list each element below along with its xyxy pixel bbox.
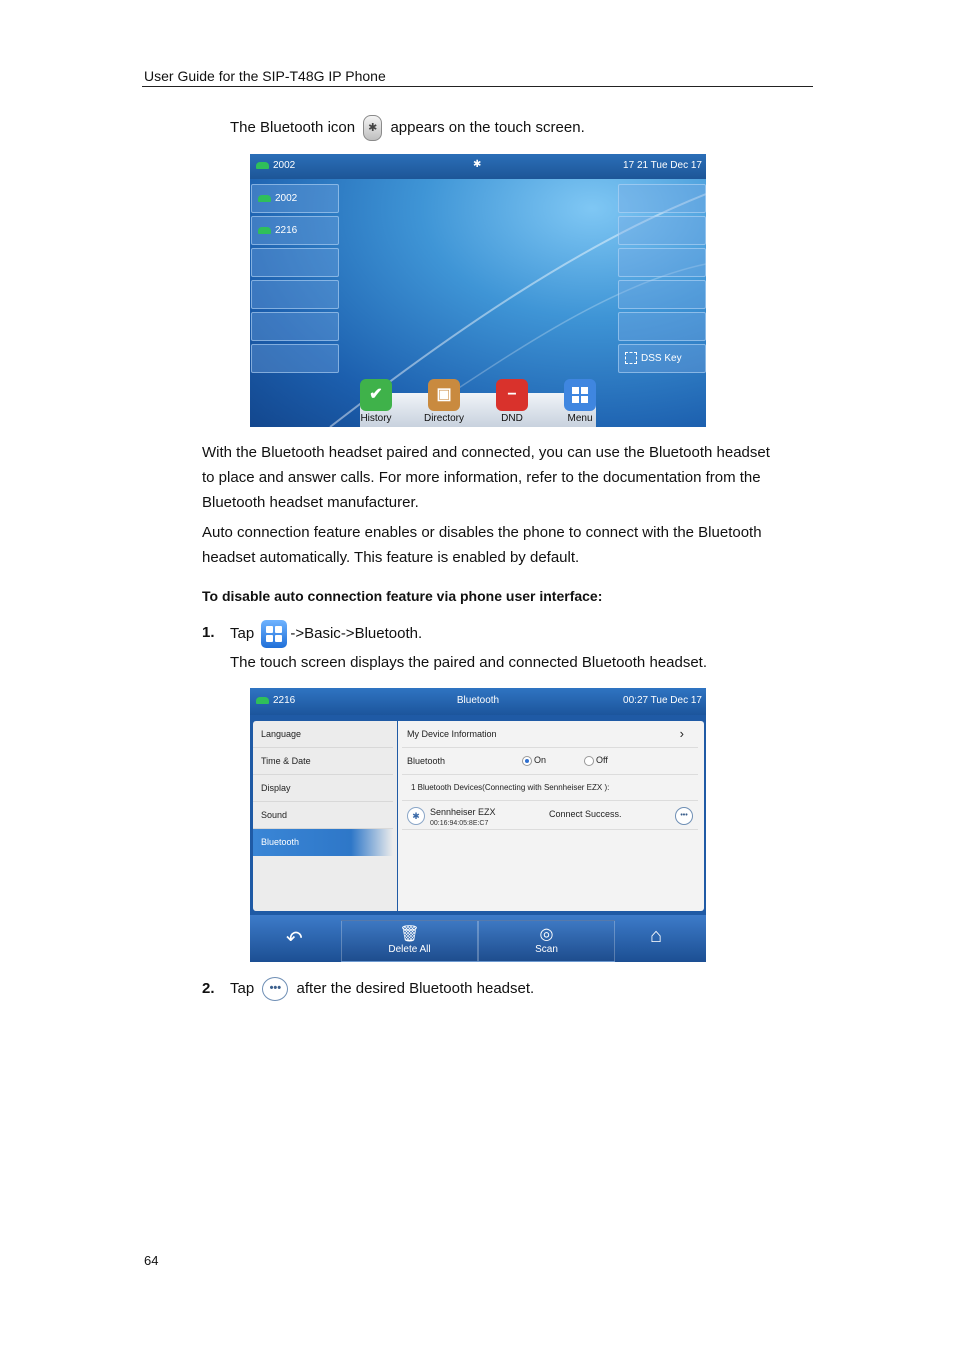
status-account: 2216 [250, 695, 295, 706]
paragraph-2-line-2: headset automatically. This feature is enabled by default. [202, 549, 580, 566]
menu-item-display[interactable]: Display [253, 775, 393, 802]
running-header: User Guide for the SIP-T48G IP Phone [144, 68, 386, 84]
dock-label-directory: Directory [423, 413, 464, 424]
menu-item-time-date[interactable]: Time & Date [253, 748, 393, 775]
dss-key-icon [625, 352, 637, 364]
line-key-4[interactable] [251, 280, 339, 309]
screen-title: Bluetooth [456, 695, 500, 706]
dss-key-4[interactable] [618, 280, 706, 309]
dss-key-5[interactable] [618, 312, 706, 341]
chevron-right-icon[interactable]: › [679, 726, 684, 741]
line-key-5[interactable] [251, 312, 339, 341]
dnd-icon[interactable]: − [496, 379, 528, 411]
bluetooth-on-radio[interactable]: On [522, 755, 546, 766]
more-options-icon[interactable]: ••• [675, 807, 693, 825]
step-2-number: 2. [202, 980, 215, 997]
radio-selected-icon [522, 756, 532, 766]
divider [402, 829, 698, 830]
devices-header: 1 Bluetooth Devices(Connecting with Sennheiser EZX ): [411, 783, 610, 792]
globe-icon: ◎ [539, 926, 554, 943]
menu-icon [261, 620, 287, 648]
intro-before: The Bluetooth icon [230, 119, 356, 136]
status-time: 17 21 Tue Dec 17 [623, 160, 702, 171]
menu-item-bluetooth[interactable]: Bluetooth [253, 829, 393, 856]
intro-line [230, 115, 585, 141]
paragraph-1-line-1: With the Bluetooth headset paired and connected, you can use the Bluetooth headset [202, 444, 770, 461]
device-mac: 00:16:94:05:8E:C7 [430, 820, 489, 827]
history-icon[interactable]: ✔ [360, 379, 392, 411]
line-key-1[interactable]: 2002 [251, 184, 339, 213]
step-2-text: Tap ••• after the desired Bluetooth headset. [230, 976, 534, 1001]
bluetooth-device-icon: ✱ [407, 807, 425, 825]
dss-key-page[interactable]: DSS Key [618, 344, 706, 373]
divider [402, 800, 698, 801]
page-number: 64 [144, 1253, 159, 1268]
paragraph-2-line-1: Auto connection feature enables or disables the phone to connect with the Bluetooth [202, 524, 762, 541]
home-icon[interactable]: ⌂ [650, 925, 663, 947]
paragraph-1-line-3: Bluetooth headset manufacturer. [202, 494, 419, 511]
procedure-title: To disable auto connection feature via phone user interface: [202, 588, 603, 604]
dock-label-dnd: DND [501, 413, 523, 424]
dss-key-3[interactable] [618, 248, 706, 277]
device-name[interactable]: Sennheiser EZX [430, 807, 496, 817]
settings-content [398, 721, 704, 911]
dock-label-menu: Menu [567, 413, 593, 424]
step-1-description: The touch screen displays the paired and connected Bluetooth headset. [230, 654, 707, 671]
intro-after: appears on the touch screen. [390, 119, 585, 136]
step-1-number: 1. [202, 624, 215, 641]
idle-screen-screenshot [250, 154, 706, 427]
device-status: Connect Success. [549, 809, 622, 819]
dock-label-history: History [360, 413, 392, 424]
divider [402, 747, 698, 748]
bluetooth-status-icon: ✱ [473, 159, 482, 170]
dss-key-1[interactable] [618, 184, 706, 213]
header-rule [142, 86, 813, 87]
line-key-2[interactable]: 2216 [251, 216, 339, 245]
phone-icon [258, 195, 271, 202]
bluetooth-settings-screenshot [250, 688, 706, 962]
bluetooth-off-radio[interactable]: Off [584, 755, 608, 766]
divider [402, 774, 698, 775]
more-options-icon: ••• [262, 977, 288, 1001]
device-info-label[interactable]: My Device Information [407, 729, 497, 739]
paragraph-1-line-2: to place and answer calls. For more information, refer to the documentation from the [202, 469, 761, 486]
radio-empty-icon [584, 756, 594, 766]
menu-item-language[interactable]: Language [253, 721, 393, 748]
paragraph-1 [202, 440, 770, 515]
trash-icon: 🗑 [399, 926, 420, 943]
phone-icon [258, 227, 271, 234]
line-key-6[interactable] [251, 344, 339, 373]
delete-all-button[interactable]: 🗑 Delete All [341, 920, 478, 962]
bluetooth-icon: ✱ [363, 115, 382, 141]
bluetooth-label: Bluetooth [407, 756, 446, 766]
menu-item-sound[interactable]: Sound [253, 802, 393, 829]
directory-icon[interactable]: ▣ [428, 379, 460, 411]
back-icon[interactable]: ↶ [286, 928, 303, 950]
step-1-text: Tap ->Basic->Bluetooth. [230, 620, 422, 648]
line-key-3[interactable] [251, 248, 339, 277]
settings-menu [253, 721, 397, 911]
menu-grid-icon[interactable] [564, 379, 596, 411]
status-account: 2002 [250, 160, 295, 171]
paragraph-2 [202, 520, 762, 570]
scan-button[interactable]: ◎ Scan [478, 920, 615, 962]
dss-key-2[interactable] [618, 216, 706, 245]
phone-icon [256, 162, 269, 169]
status-time: 00:27 Tue Dec 17 [623, 695, 702, 706]
